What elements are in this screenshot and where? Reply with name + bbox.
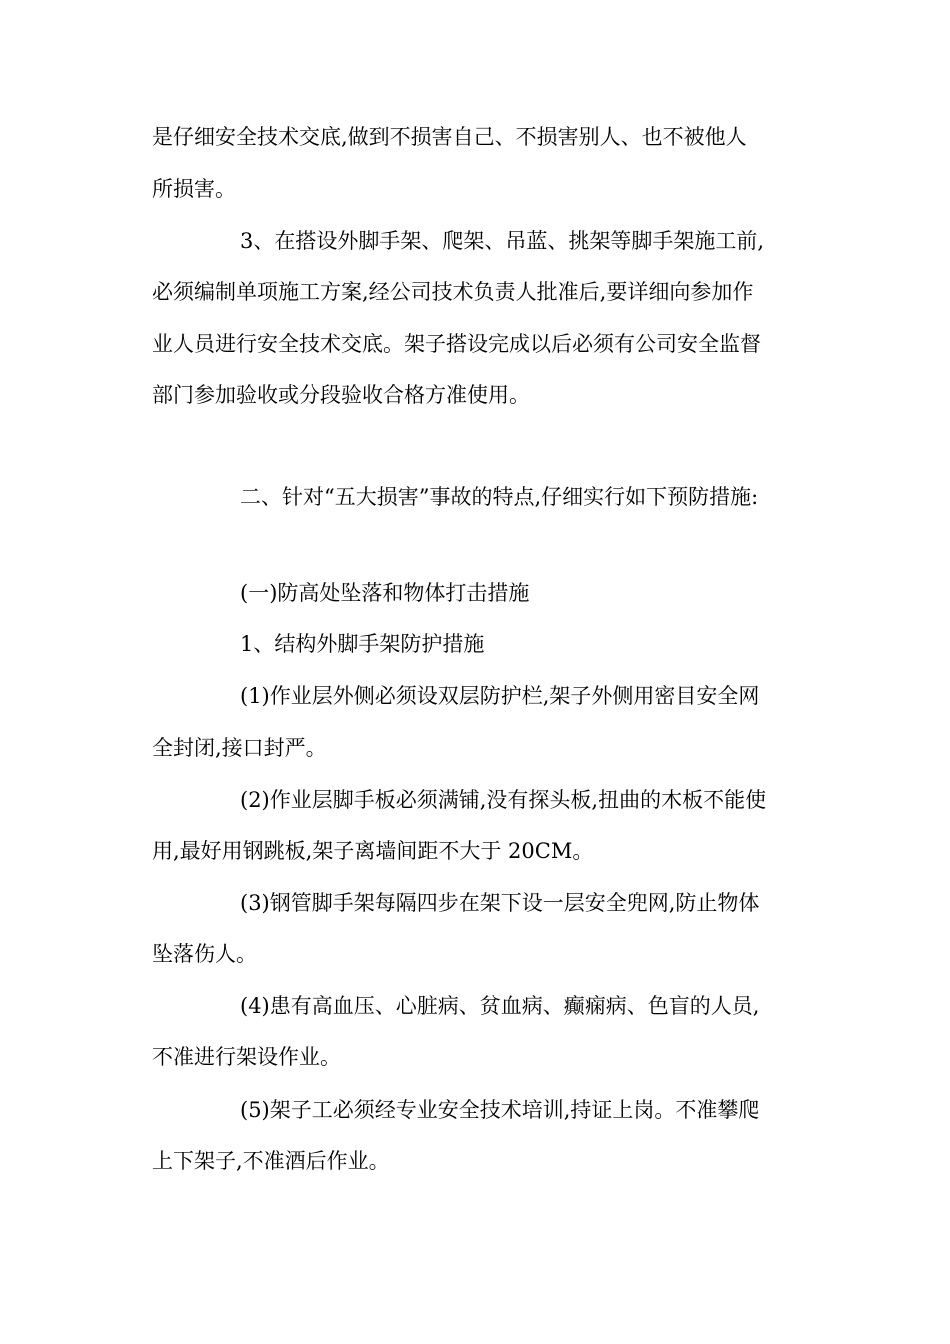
section-heading: 二、针对“五大损害”事故的特点,仔细实行如下预防措施: — [240, 485, 759, 509]
paragraph-line: 是仔细安全技术交底,做到不损害自己、不损害别人、也不被他人 — [152, 125, 747, 149]
paragraph-line: 用,最好用钢跳板,架子离墙间距不大于 20CM。 — [152, 839, 594, 863]
paragraph-line: 必须编制单项施工方案,经公司技术负责人批准后,要详细向参加作 — [152, 280, 754, 304]
paragraph-line: 全封闭,接口封严。 — [152, 736, 327, 760]
paragraph-line: 3、在搭设外脚手架、爬架、吊蓝、挑架等脚手架施工前, — [240, 229, 765, 253]
paragraph-line: 坠落伤人。 — [152, 942, 257, 966]
paragraph-line: (1)作业层外侧必须设双层防护栏,架子外侧用密目安全网 — [240, 684, 760, 708]
paragraph-line: 不准进行架设作业。 — [152, 1045, 341, 1069]
paragraph-line: 所损害。 — [152, 177, 236, 201]
paragraph-line: 上下架子,不准酒后作业。 — [152, 1149, 390, 1173]
item-heading: 1、结构外脚手架防护措施 — [240, 632, 485, 656]
paragraph-line: (2)作业层脚手板必须满铺,没有探头板,扭曲的木板不能使 — [240, 788, 767, 812]
paragraph-line: (5)架子工必须经专业安全技术培训,持证上岗。不准攀爬 — [240, 1098, 760, 1122]
paragraph-line: (4)患有高血压、心脏病、贫血病、癫痫病、色盲的人员, — [240, 994, 760, 1018]
subsection-heading: (一)防高处坠落和物体打击措施 — [240, 581, 530, 605]
paragraph-line: 部门参加验收或分段验收合格方准使用。 — [152, 383, 530, 407]
paragraph-line: (3)钢管脚手架每隔四步在架下设一层安全兜网,防止物体 — [240, 891, 760, 915]
paragraph-line: 业人员进行安全技术交底。架子搭设完成以后必须有公司安全监督 — [152, 332, 761, 356]
